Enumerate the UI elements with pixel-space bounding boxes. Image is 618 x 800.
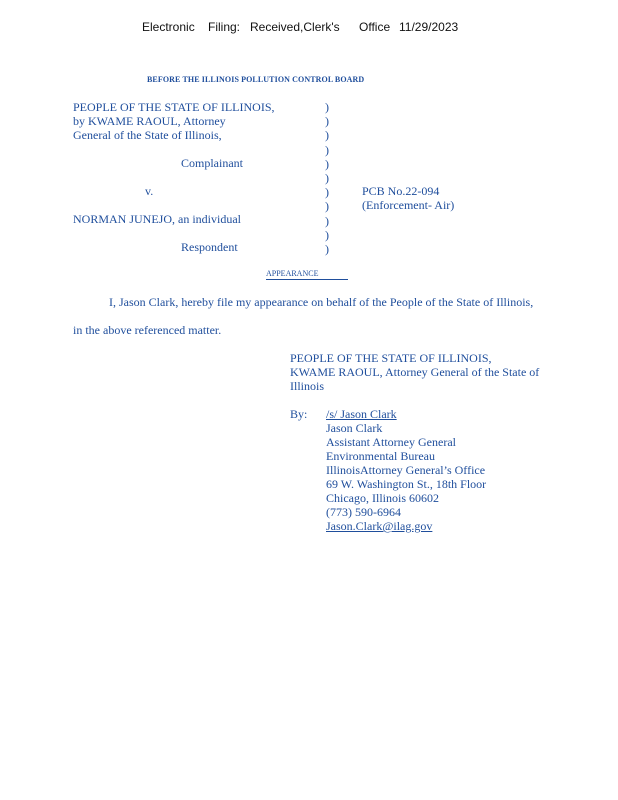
complainant-label: Complainant [181, 156, 243, 170]
party-line-3: Illinois [290, 379, 325, 393]
plaintiff-line-1: PEOPLE OF THE STATE OF ILLINOIS, [73, 100, 275, 114]
paren: ) [325, 170, 329, 185]
electronic-signature: /s/ Jason Clark [326, 407, 397, 421]
plaintiff-line-3: General of the State of Illinois, [73, 128, 222, 142]
body-line-2: in the above referenced matter. [73, 323, 222, 337]
appearance-heading: APPEARANCE [266, 269, 348, 280]
header-electronic: Electronic [142, 20, 195, 34]
header-date: 11/29/2023 [399, 20, 459, 34]
attorney-city: Chicago, Illinois 60602 [326, 491, 439, 505]
paren: ) [325, 185, 329, 200]
paren: ) [325, 199, 329, 214]
header-office: Office [359, 20, 391, 34]
attorney-bureau: Environmental Bureau [326, 449, 435, 463]
paren: ) [325, 241, 329, 256]
signature-attorney-block [326, 407, 486, 533]
by-label: By: [290, 407, 308, 421]
paren: ) [325, 128, 329, 143]
caption-parentheses [325, 100, 329, 256]
respondent-label: Respondent [181, 240, 238, 254]
body-line-1: I, Jason Clark, hereby file my appearance on behalf of the People of the State of Illinois, [109, 295, 534, 309]
paren: ) [325, 114, 329, 129]
paren: ) [325, 100, 329, 114]
defendant-name: NORMAN JUNEJO, an individual [73, 212, 241, 226]
party-line-2: KWAME RAOUL, Attorney General of the State of [290, 365, 540, 379]
plaintiff-line-2: by KWAME RAOUL, Attorney [73, 114, 226, 128]
header-filing: Filing: [208, 20, 241, 34]
paren: ) [325, 213, 329, 228]
attorney-office: IllinoisAttorney General’s Office [326, 463, 486, 477]
paren: ) [325, 142, 329, 157]
attorney-email-link[interactable]: Jason.Clark@ilag.gov [326, 519, 433, 533]
versus-label: v. [145, 184, 154, 198]
signature-party-block [290, 351, 539, 393]
case-type: (Enforcement- Air) [362, 198, 455, 212]
paren: ) [325, 227, 329, 242]
case-number: PCB No.22-094 [362, 184, 440, 198]
attorney-address: 69 W. Washington St., 18th Floor [326, 477, 487, 491]
attorney-name: Jason Clark [326, 421, 383, 435]
attorney-phone: (773) 590-6964 [326, 505, 401, 519]
paren: ) [325, 156, 329, 171]
party-line-1: PEOPLE OF THE STATE OF ILLINOIS, [290, 351, 492, 365]
attorney-title: Assistant Attorney General [326, 435, 456, 449]
header-received: Received,Clerk's [250, 20, 340, 34]
board-title: BEFORE THE ILLINOIS POLLUTION CONTROL BOARD [147, 75, 365, 84]
